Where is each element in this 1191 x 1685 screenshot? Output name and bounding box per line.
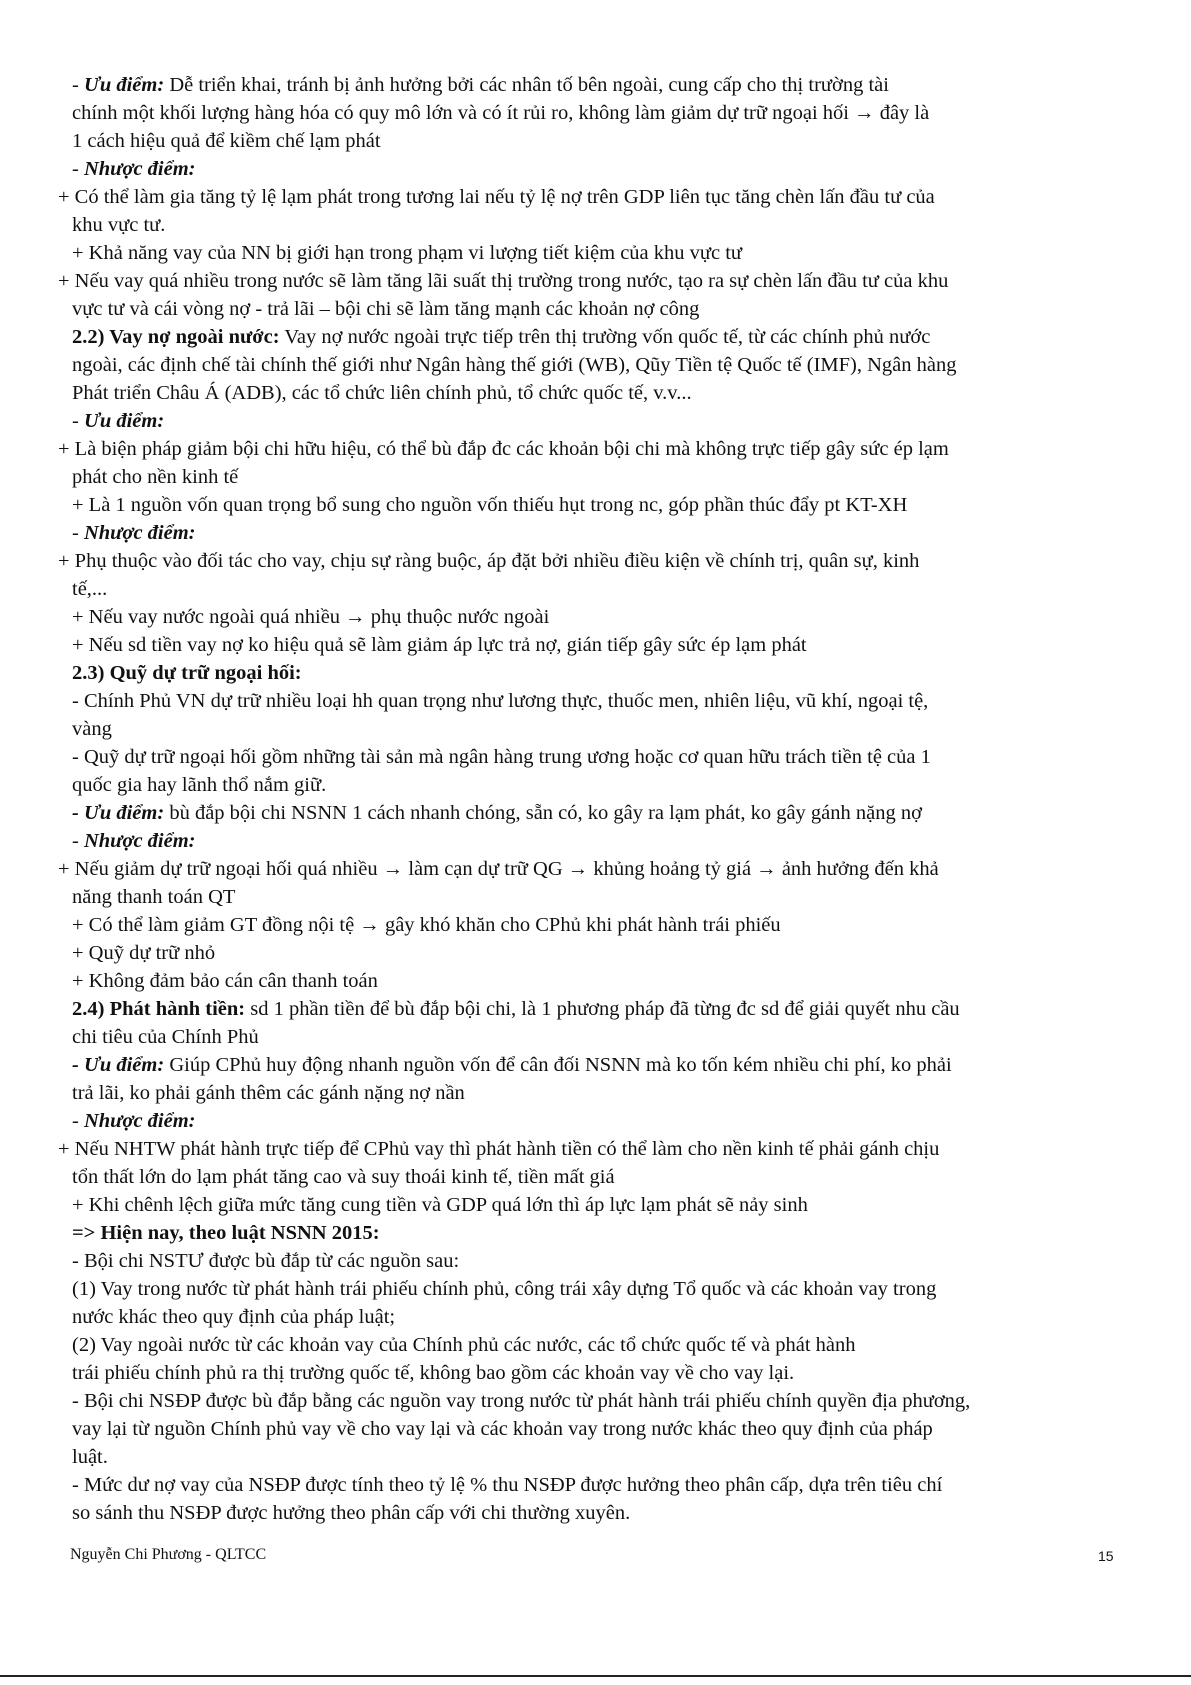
- text-line: [72, 72, 889, 98]
- text-line: [72, 800, 922, 826]
- text-run: -: [72, 74, 84, 96]
- emphasis-run: Nhược điểm:: [83, 522, 196, 544]
- text-line: [72, 296, 699, 322]
- text-line: [72, 688, 928, 714]
- text-run: (2) Vay ngoài nước từ các khoản vay của Chính phủ các nước, các tổ chức quốc tế và phát hành: [72, 1334, 856, 1356]
- text-run: + Có thể làm gia tăng tỷ lệ lạm phát trong tương lai nếu tỷ lệ nợ trên GDP liên tục tăng chèn lấn đầu tư của: [58, 186, 935, 208]
- text-line: [72, 1388, 970, 1414]
- text-line: [58, 436, 949, 462]
- text-line: [72, 1052, 952, 1078]
- text-run: -: [72, 410, 84, 432]
- text-run: phát cho nền kinh tế: [72, 466, 239, 488]
- text-run: so sánh thu NSĐP được hưởng theo phân cấp với chi thường xuyên.: [72, 1502, 631, 1524]
- text-run: vàng: [72, 718, 112, 740]
- text-line: [72, 744, 931, 770]
- text-run: quốc gia hay lãnh thổ nắm giữ.: [72, 774, 327, 796]
- text-run: Giúp CPhủ huy động nhanh nguồn vốn để cân đối NSNN mà ko tốn kém nhiều chi phí, ko phải: [164, 1054, 952, 1076]
- text-run: chính một khối lượng hàng hóa có quy mô lớn và có ít rủi ro, không làm giảm dự trữ ngoại hối → đây là: [72, 102, 930, 124]
- footer-author: Nguyễn Chi Phương - QLTCC: [70, 1546, 267, 1563]
- text-line: [72, 408, 164, 434]
- emphasis-run: Nhược điểm:: [83, 158, 196, 180]
- text-line: [72, 1276, 936, 1302]
- text-line: [72, 1444, 108, 1470]
- text-line: [72, 576, 107, 602]
- text-line: [72, 492, 907, 518]
- emphasis-run: 2.3) Quỹ dự trữ ngoại hối:: [72, 662, 302, 684]
- text-run: luật.: [72, 1446, 108, 1468]
- text-run: + Khả năng vay của NN bị giới hạn trong phạm vi lượng tiết kiệm của khu vực tư: [72, 242, 743, 264]
- text-line: [58, 548, 919, 574]
- text-run: - Bội chi NSTƯ được bù đắp từ các nguồn sau:: [72, 1250, 460, 1272]
- text-run: ngoài, các định chế tài chính thế giới như Ngân hàng thế giới (WB), Qũy Tiền tệ Quốc tế (IMF), Ngân hàng: [72, 354, 957, 376]
- text-line: [72, 100, 929, 126]
- text-run: + Khi chênh lệch giữa mức tăng cung tiền và GDP quá lớn thì áp lực lạm phát sẽ nảy sinh: [72, 1194, 808, 1216]
- emphasis-run: Ưu điểm:: [83, 74, 165, 96]
- text-run: -: [72, 158, 84, 180]
- emphasis-run: Ưu điểm:: [83, 410, 165, 432]
- text-run: + Nếu giảm dự trữ ngoại hối quá nhiều → làm cạn dự trữ QG → khủng hoảng tỷ giá → ảnh hưởng đến khả: [58, 858, 939, 880]
- text-line: [72, 464, 238, 490]
- emphasis-run: Nhược điểm:: [83, 1110, 196, 1132]
- text-line: [72, 240, 742, 266]
- text-run: + Là biện pháp giảm bội chi hữu hiệu, có thể bù đắp đc các khoản bội chi mà không trực tiếp gây sức ép lạm: [58, 438, 949, 460]
- text-run: bù đắp bội chi NSNN 1 cách nhanh chóng, sẵn có, ko gây ra lạm phát, ko gây gánh nặng nợ: [164, 802, 922, 824]
- text-line: [72, 324, 930, 350]
- text-line: [72, 1108, 195, 1134]
- text-run: + Có thể làm giảm GT đồng nội tệ → gây khó khăn cho CPhủ khi phát hành trái phiếu: [72, 914, 781, 936]
- text-run: Vay nợ nước ngoài trực tiếp trên thị trường vốn quốc tế, từ các chính phủ nước: [279, 326, 931, 348]
- text-run: 1 cách hiệu quả để kiềm chế lạm phát: [72, 130, 381, 152]
- text-run: + Nếu sd tiền vay nợ ko hiệu quả sẽ làm giảm áp lực trả nợ, gián tiếp gây sức ép lạm phát: [72, 634, 807, 656]
- text-line: [72, 1192, 808, 1218]
- text-line: [72, 1220, 380, 1246]
- text-run: vay lại từ nguồn Chính phủ vay về cho vay lại và các khoản vay trong nước khác theo quy định của pháp: [72, 1418, 933, 1440]
- text-line: [58, 268, 948, 294]
- text-line: [72, 1248, 459, 1274]
- page-number: 15: [1098, 1548, 1114, 1564]
- text-run: + Không đảm bảo cán cân thanh toán: [72, 970, 378, 992]
- text-run: chi tiêu của Chính Phủ: [72, 1026, 259, 1048]
- text-run: nước khác theo quy định của pháp luật;: [72, 1306, 396, 1328]
- text-line: [72, 772, 326, 798]
- text-run: + Nếu vay quá nhiều trong nước sẽ làm tăng lãi suất thị trường trong nước, tạo ra sự chèn lấn đầu tư của khu: [58, 270, 949, 292]
- text-run: sd 1 phần tiền để bù đắp bội chi, là 1 phương pháp đã từng đc sd để giải quyết nhu cầu: [245, 998, 960, 1020]
- text-line: [72, 520, 195, 546]
- text-line: [58, 184, 935, 210]
- text-run: + Nếu NHTW phát hành trực tiếp để CPhủ vay thì phát hành tiền có thể làm cho nền kinh tế phải gánh chịu: [58, 1138, 940, 1160]
- text-line: [72, 912, 781, 938]
- text-line: [72, 212, 165, 238]
- text-run: - Chính Phủ VN dự trữ nhiều loại hh quan trọng như lương thực, thuốc men, nhiên liệu, vũ khí, ngoại tệ,: [72, 690, 929, 712]
- text-line: [58, 856, 939, 882]
- text-run: -: [72, 830, 84, 852]
- text-run: - Mức dư nợ vay của NSĐP được tính theo tỷ lệ % thu NSĐP được hưởng theo phân cấp, dựa trên tiêu chí: [72, 1474, 943, 1496]
- text-run: -: [72, 522, 84, 544]
- text-run: vực tư và cái vòng nợ - trả lãi – bội chi sẽ làm tăng mạnh các khoản nợ công: [72, 298, 700, 320]
- text-run: tổn thất lớn do lạm phát tăng cao và suy thoái kinh tế, tiền mất giá: [72, 1166, 615, 1188]
- text-line: [72, 352, 957, 378]
- emphasis-run: 2.4) Phát hành tiền:: [72, 998, 246, 1020]
- text-line: [72, 660, 302, 686]
- text-line: [72, 968, 378, 994]
- text-line: [72, 1416, 933, 1442]
- text-run: tế,...: [72, 578, 108, 600]
- emphasis-run: - Ưu điểm:: [72, 802, 165, 824]
- text-run: + Là 1 nguồn vốn quan trọng bổ sung cho nguồn vốn thiếu hụt trong nc, góp phần thúc đẩy pt KT-XH: [72, 494, 908, 516]
- text-line: [72, 1304, 395, 1330]
- text-line: [58, 1136, 939, 1162]
- text-line: [72, 156, 195, 182]
- text-line: [72, 1164, 615, 1190]
- text-line: [72, 940, 215, 966]
- text-run: - Quỹ dự trữ ngoại hối gồm những tài sản mà ngân hàng trung ương hoặc cơ quan hữu trách tiền tệ của 1: [72, 746, 931, 768]
- text-line: [72, 128, 381, 154]
- text-run: - Bội chi NSĐP được bù đắp bằng các nguồn vay trong nước từ phát hành trái phiếu chính quyền địa phương,: [72, 1390, 971, 1412]
- text-run: khu vực tư.: [72, 214, 166, 236]
- text-run: + Quỹ dự trữ nhỏ: [72, 942, 216, 964]
- emphasis-run: => Hiện nay, theo luật NSNN 2015:: [72, 1222, 380, 1244]
- text-line: [72, 380, 692, 406]
- text-run: Dễ triển khai, tránh bị ảnh hưởng bởi các nhân tố bên ngoài, cung cấp cho thị trường tài: [164, 74, 889, 96]
- text-line: [72, 716, 112, 742]
- text-run: năng thanh toán QT: [72, 886, 236, 908]
- text-line: [72, 828, 195, 854]
- text-line: [72, 1500, 630, 1526]
- emphasis-run: Nhược điểm:: [83, 830, 196, 852]
- text-run: + Nếu vay nước ngoài quá nhiều → phụ thuộc nước ngoài: [72, 606, 550, 628]
- emphasis-run: 2.2) Vay nợ ngoài nước:: [72, 326, 280, 348]
- text-line: [72, 1472, 942, 1498]
- text-run: -: [72, 1110, 84, 1132]
- text-run: (1) Vay trong nước từ phát hành trái phiếu chính phủ, công trái xây dựng Tổ quốc và các khoản vay trong: [72, 1278, 937, 1300]
- text-run: trái phiếu chính phủ ra thị trường quốc tế, không bao gồm các khoản vay về cho vay lại.: [72, 1362, 795, 1384]
- text-line: [72, 632, 807, 658]
- text-line: [72, 1024, 259, 1050]
- text-line: [72, 1332, 856, 1358]
- bottom-rule: [0, 1675, 1191, 1677]
- emphasis-run: - Ưu điểm:: [72, 1054, 165, 1076]
- text-run: + Phụ thuộc vào đối tác cho vay, chịu sự ràng buộc, áp đặt bởi nhiều điều kiện về chính trị, quân sự, kinh: [58, 550, 920, 572]
- text-line: [72, 1360, 794, 1386]
- text-line: [72, 996, 960, 1022]
- text-run: trả lãi, ko phải gánh thêm các gánh nặng nợ nần: [72, 1082, 465, 1104]
- text-run: Phát triển Châu Á (ADB), các tổ chức liên chính phủ, tổ chức quốc tế, v.v...: [72, 382, 692, 404]
- text-line: [72, 604, 549, 630]
- text-line: [72, 884, 235, 910]
- text-line: [72, 1080, 465, 1106]
